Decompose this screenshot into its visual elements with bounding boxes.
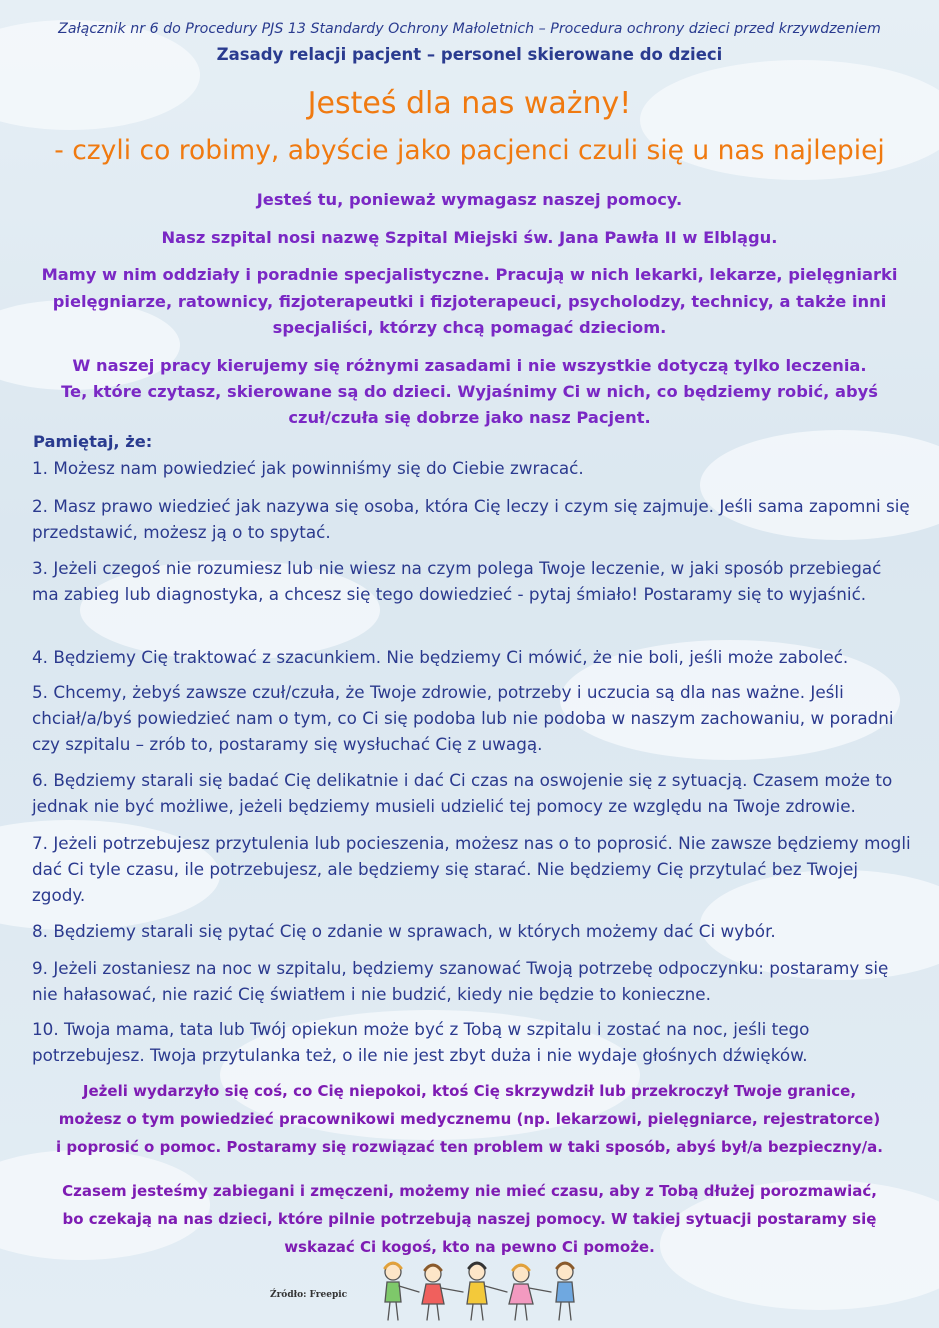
- rule-9: 9. Jeżeli zostaniesz na noc w szpitalu, będziemy szanować Twoją potrzebę odpoczynku: postaramy się nie hałasować, nie razić Cię światłem i nie budzić, kiedy nie będzie to konieczne.: [32, 958, 889, 1004]
- annex-header: Załącznik nr 6 do Procedury PJS 13 Standardy Ochrony Małoletnich – Procedura ochrony dzieci przed krzywdzeniem: [58, 21, 881, 37]
- closing-p2-line3: wskazać Ci kogoś, kto na pewno Ci pomoże.: [284, 1238, 655, 1256]
- intro-p4-line1: W naszej pracy kierujemy się różnymi zasadami i nie wszystkie dotyczą tylko leczenia.: [72, 356, 867, 375]
- rule-6: 6. Będziemy starali się badać Cię delikatnie i dać Ci czas na oswojenie się z sytuacją. Czasem może to jednak nie być możliwe, jeżeli będziemy musieli udzielić tej pomocy ze względu na Twoje zdrowie.: [32, 770, 893, 816]
- closing-p1-line2: możesz o tym powiedzieć pracownikowi medycznemu (np. lekarzowi, pielęgniarce, rejestratorce): [58, 1110, 881, 1128]
- rule-8: 8. Będziemy starali się pytać Cię o zdanie w sprawach, w których możemy dać Ci wybór.: [32, 921, 776, 941]
- intro-p4-line2: Te, które czytasz, skierowane są do dzieci. Wyjaśnimy Ci w nich, co będziemy robić, abyś: [61, 382, 878, 401]
- closing-p2-line2: bo czekają na nas dzieci, które pilnie potrzebują naszej pomocy. W takiej sytuacji postaramy się: [62, 1210, 877, 1228]
- rule-1: 1. Możesz nam powiedzieć jak powinniśmy się do Ciebie zwracać.: [32, 458, 584, 478]
- main-title: Jesteś dla nas ważny!: [307, 86, 632, 121]
- document-subtitle: Zasady relacji pacjent – personel skierowane do dzieci: [216, 45, 723, 64]
- closing-p2-line1: Czasem jesteśmy zabiegani i zmęczeni, możemy nie mieć czasu, aby z Tobą dłużej porozmawiać,: [62, 1182, 877, 1200]
- rule-10: 10. Twoja mama, tata lub Twój opiekun może być z Tobą w szpitalu i zostać na noc, jeśli tego potrzebujesz. Twoja przytulanka też, o ile nie jest zbyt duża i nie wydaje głośnych dźwięków.: [32, 1019, 810, 1065]
- image-source-credit: Źródło: Freepic: [270, 1290, 348, 1300]
- intro-p4-line3: czuł/czuła się dobrze jako nasz Pacjent.: [288, 408, 651, 427]
- intro-p2: Nasz szpital nosi nazwę Szpital Miejski św. Jana Pawła II w Elblągu.: [161, 228, 778, 247]
- rule-3: 3. Jeżeli czegoś nie rozumiesz lub nie wiesz na czym polega Twoje leczenie, w jaki sposób przebiegać ma zabieg lub diagnostyka, a chcesz się tego dowiedzieć - pytaj śmiało! Postaramy się to wyjaśnić.: [32, 558, 882, 604]
- rule-5: 5. Chcemy, żebyś zawsze czuł/czuła, że Twoje zdrowie, potrzeby i uczucia są dla nas ważne. Jeśli chciał/a/byś powiedzieć nam o tym, co Ci się podoba lub nie podoba w naszym zachowaniu, w poradni czy szpitalu – zrób to, postaramy się wysłuchać Cię z uwagą.: [32, 682, 894, 754]
- remember-heading: Pamiętaj, że:: [33, 432, 153, 451]
- intro-p3-line1: Mamy w nim oddziały i poradnie specjalistyczne. Pracują w nich lekarki, lekarze, pielęgniarki: [41, 265, 898, 284]
- closing-p1-line1: Jeżeli wydarzyło się coś, co Cię niepokoi, ktoś Cię skrzywdził lub przekroczył Twoje granice,: [82, 1082, 857, 1100]
- title-tagline: - czyli co robimy, abyście jako pacjenci czuli się u nas najlepiej: [54, 135, 885, 166]
- rule-2: 2. Masz prawo wiedzieć jak nazywa się osoba, która Cię leczy i czym się zajmuje. Jeśli sama zapomni się przedstawić, możesz ją o to spytać.: [32, 496, 910, 542]
- children-holding-hands-illustration: [375, 1258, 605, 1326]
- intro-p1: Jesteś tu, ponieważ wymagasz naszej pomocy.: [256, 190, 683, 209]
- intro-p3-line2: pielęgniarze, ratownicy, fizjoterapeutki i fizjoterapeuci, psycholodzy, technicy, a także inni: [52, 292, 887, 311]
- rule-7: 7. Jeżeli potrzebujesz przytulenia lub pocieszenia, możesz nas o to poprosić. Nie zawsze będziemy mogli dać Ci tyle czasu, ile potrzebujesz, ale będziemy się starać. Nie będziemy Cię przytulać bez Twojej zgody.: [32, 833, 911, 905]
- intro-p3-line3: specjaliści, którzy chcą pomagać dzieciom.: [272, 318, 667, 337]
- closing-p1-line3: i poprosić o pomoc. Postaramy się rozwiązać ten problem w taki sposób, abyś był/a bezpieczny/a.: [56, 1138, 883, 1156]
- rule-4: 4. Będziemy Cię traktować z szacunkiem. Nie będziemy Ci mówić, że nie boli, jeśli może zaboleć.: [32, 647, 849, 667]
